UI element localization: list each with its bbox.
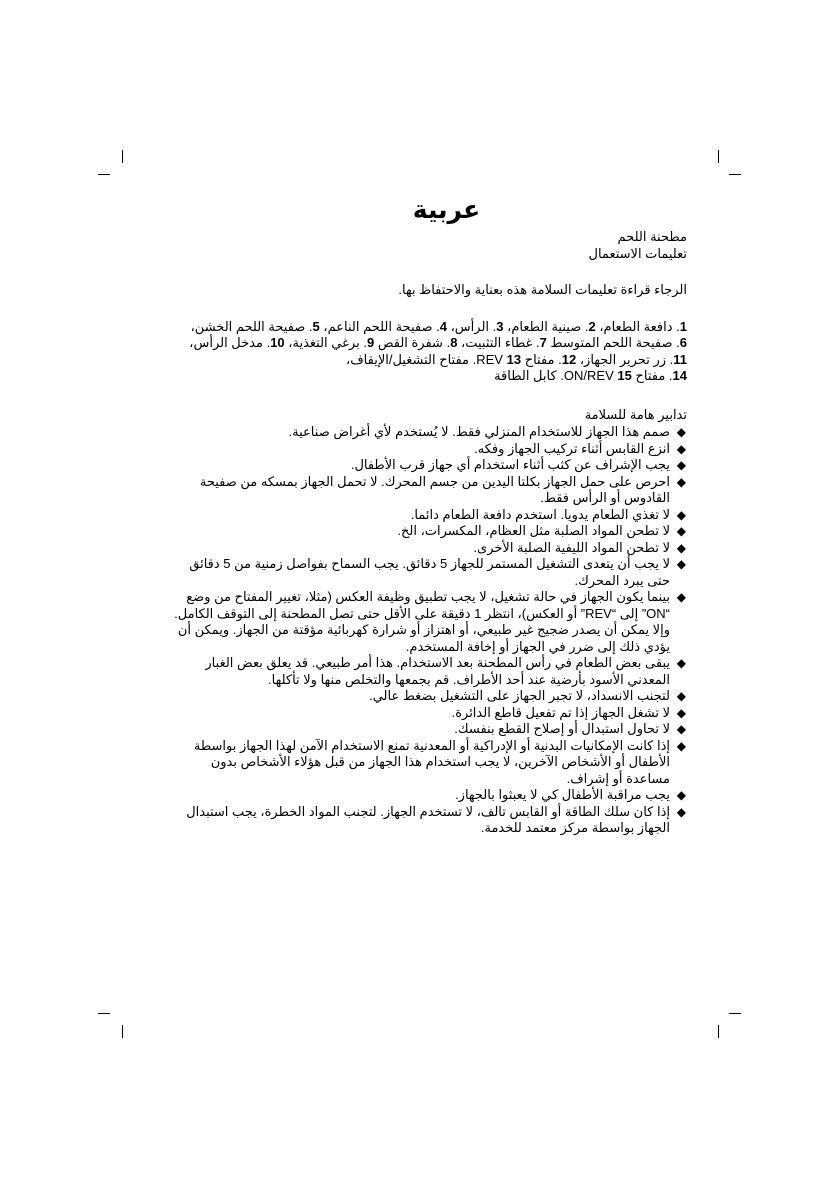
list-item (170, 804, 687, 837)
list-item-text: إذا كانت الإمكانيات البدنية أو الإدراكية أو المعدنية تمنع الاستخدام الآمن لهذا الجهاز بواسطة الأطفال أو الأشخاص الآخرين، لا يجب استخدام هذا الجهاز من قبل هؤلاء الأشخاص بدون مساعدة أو إشراف. (193, 737, 670, 786)
part-number: 12 (561, 351, 577, 367)
list-item-text: لا تحاول استبدال أو إصلاح القطع بنفسك. (454, 721, 670, 736)
part-number: 1 (679, 318, 687, 334)
part-label: REV. مفتاح التشغيل/الإيقاف، (346, 351, 503, 367)
part-label: غطاء التثبيت، (461, 335, 533, 350)
list-item (170, 787, 687, 804)
list-item (170, 556, 687, 589)
part-label: دافعة الطعام، (599, 318, 673, 334)
crop-mark (122, 1025, 123, 1038)
part-number: 4 (439, 318, 447, 334)
part-label: شفرة القص (377, 335, 443, 350)
part-number: 6 (679, 335, 687, 350)
part-label: مدخل الرأس، (189, 335, 263, 350)
list-item (170, 589, 687, 655)
diamond-bullet-icon: ◆ (676, 738, 686, 753)
intro-text: الرجاء قراءة تعليمات السلامة هذه بعناية والاحتفاظ بها. (398, 282, 687, 297)
diamond-bullet-icon: ◆ (676, 722, 686, 736)
manual-page (170, 195, 687, 837)
list-item-text: لا تطحن المواد الليفية الصلبة الأخرى. (473, 539, 670, 555)
list-item (170, 540, 687, 557)
list-item-text: يجب الإشراف عن كثب أثناء استخدام أي جهاز قرب الأطفال. (350, 457, 670, 472)
list-item-text: احرص على حمل الجهاز بكلتا اليدين من جسم المحرك. لا تحمل الجهاز بمسكه من صفيحة القادوس أو الرأس فقط. (199, 473, 670, 505)
list-item (170, 474, 687, 507)
list-item-text: لا يجب أن يتعدى التشغيل المستمر للجهاز 5 دقائق. يجب السماح بفواصل زمنية من 5 دقائق حتى يبرد المحرك. (189, 556, 670, 588)
part-label: برغي التغذية، (288, 335, 360, 350)
list-item-text: لتجنب الانسداد، لا تجبر الجهاز على التشغيل بضغط عالي. (369, 688, 670, 703)
list-item-text: إذا كان سلك الطاقة أو القابس تالف، لا تستخدم الجهاز. لتجنب المواد الخطرة، يجب استبدال الجهاز بواسطة مركز معتمد للخدمة. (186, 803, 670, 835)
diamond-bullet-icon: ◆ (676, 590, 686, 604)
part-label: صفيحة اللحم المتوسط (550, 335, 673, 350)
instructions-subtitle: تعليمات الاستعمال (588, 245, 687, 261)
part-number: 14 (672, 368, 687, 383)
part-label: الرأس، (450, 318, 490, 334)
diamond-bullet-icon: ◆ (676, 705, 686, 720)
part-number: 3 (496, 318, 504, 334)
list-item-text: صمم هذا الجهاز للاستخدام المنزلي فقط. لا يُستخدم لأي أغراض صناعية. (288, 424, 670, 439)
part-label: صفيحة اللحم الخشن، (190, 318, 306, 334)
diamond-bullet-icon: ◆ (676, 441, 686, 456)
list-item-text: بينما يكون الجهاز في حالة تشغيل، لا يجب تطبيق وظيفة العكس (مثلا، تغيير المفتاح من وضع “ON” إلى “REV” أو العكس)، انتظر 1 دقيقة على الأقل حتى تصل المطحنة إلى التوقف الكامل. وإلا يمكن أن يصدر ضجيج غير طبيعي، أو اهتزاز أو شرارة كهربائية مؤقتة من الجهاز. ويمكن أن يؤدي ذلك إلى ضرر في الجهاز أو إخافة المستخدم. (174, 589, 670, 654)
diamond-bullet-icon: ◆ (676, 425, 686, 439)
part-number: 10 (270, 335, 285, 350)
part-number: 11 (673, 351, 687, 367)
list-item (170, 424, 687, 441)
list-item-text: لا تطحن المواد الصلبة مثل العظام، المكسرات، الخ. (397, 523, 670, 538)
crop-mark (98, 174, 110, 175)
diamond-bullet-icon: ◆ (676, 689, 686, 703)
list-item-text: انزع القابس أثناء تركيب الجهاز وفكه. (474, 440, 670, 456)
part-label: مفتاح (635, 368, 666, 383)
safety-heading: تدابير هامة للسلامة (584, 406, 687, 422)
crop-mark (718, 150, 719, 163)
parts-list: 1. دافعة الطعام، 2. صينية الطعام، 3. الرأس، 4. صفيحة اللحم الناعم، 5. صفيحة اللحم الخشن، 6. صفيحة اللحم المتوسط 7. غطاء التثبيت، 8. شفرة القص 9. برغي التغذية، 10. مدخل الرأس، 11. زر تحرير الجهاز، 12. مفتاح 13 REV. مفتاح التشغيل/الإيقاف، 14. مفتاح 15 ON/REV. كابل الطاقة (189, 318, 687, 383)
list-item (170, 457, 687, 474)
diamond-bullet-icon: ◆ (676, 524, 686, 538)
list-item (170, 738, 687, 788)
part-label: زر تحرير الجهاز، (579, 351, 667, 367)
part-number: 5 (312, 318, 320, 334)
list-item (170, 655, 687, 688)
part-label: ON/REV. كابل الطاقة (494, 368, 614, 383)
part-number: 15 (617, 368, 632, 383)
diamond-bullet-icon: ◆ (676, 557, 686, 571)
safety-list (170, 424, 687, 837)
list-item (170, 507, 687, 524)
part-number: 7 (539, 335, 547, 350)
part-number: 8 (450, 335, 458, 350)
list-item-text: يبقى بعض الطعام في رأس المطحنة بعد الاستخدام. هذا أمر طبيعي. قد يعلق بعض الغبار المعدني الأسود بأرضية عند أحد الأطراف. قم بجمعها والتخلص منها ولا تأكلها. (205, 655, 670, 687)
part-number: 13 (506, 351, 522, 367)
list-item-text: يجب مراقبة الأطفال كي لا يعبثوا بالجهاز. (455, 787, 670, 802)
list-item-text: لا تشغل الجهاز إذا تم تفعيل قاطع الدائرة. (451, 704, 670, 720)
list-item (170, 705, 687, 722)
part-number: 9 (366, 335, 375, 350)
crop-mark (122, 150, 123, 163)
list-item-text: لا تغذي الطعام يدويا. استخدم دافعة الطعام دائما. (410, 506, 670, 522)
list-item (170, 441, 687, 458)
crop-mark (729, 174, 741, 175)
diamond-bullet-icon: ◆ (676, 540, 686, 555)
language-title: عربية (412, 196, 481, 224)
diamond-bullet-icon: ◆ (676, 474, 686, 489)
part-label: صينية الطعام، (507, 318, 582, 334)
product-name: مطحنة اللحم (617, 229, 687, 244)
diamond-bullet-icon: ◆ (676, 804, 686, 819)
crop-mark (98, 1013, 110, 1014)
diamond-bullet-icon: ◆ (676, 788, 686, 802)
part-label: صفيحة اللحم الناعم، (323, 318, 433, 334)
crop-mark (718, 1025, 719, 1038)
list-item (170, 721, 687, 738)
list-item (170, 523, 687, 540)
part-number: 2 (588, 318, 596, 334)
diamond-bullet-icon: ◆ (676, 507, 686, 522)
diamond-bullet-icon: ◆ (676, 458, 686, 472)
diamond-bullet-icon: ◆ (676, 656, 686, 670)
crop-mark (729, 1013, 741, 1014)
part-label: مفتاح (524, 351, 555, 367)
list-item (170, 688, 687, 705)
